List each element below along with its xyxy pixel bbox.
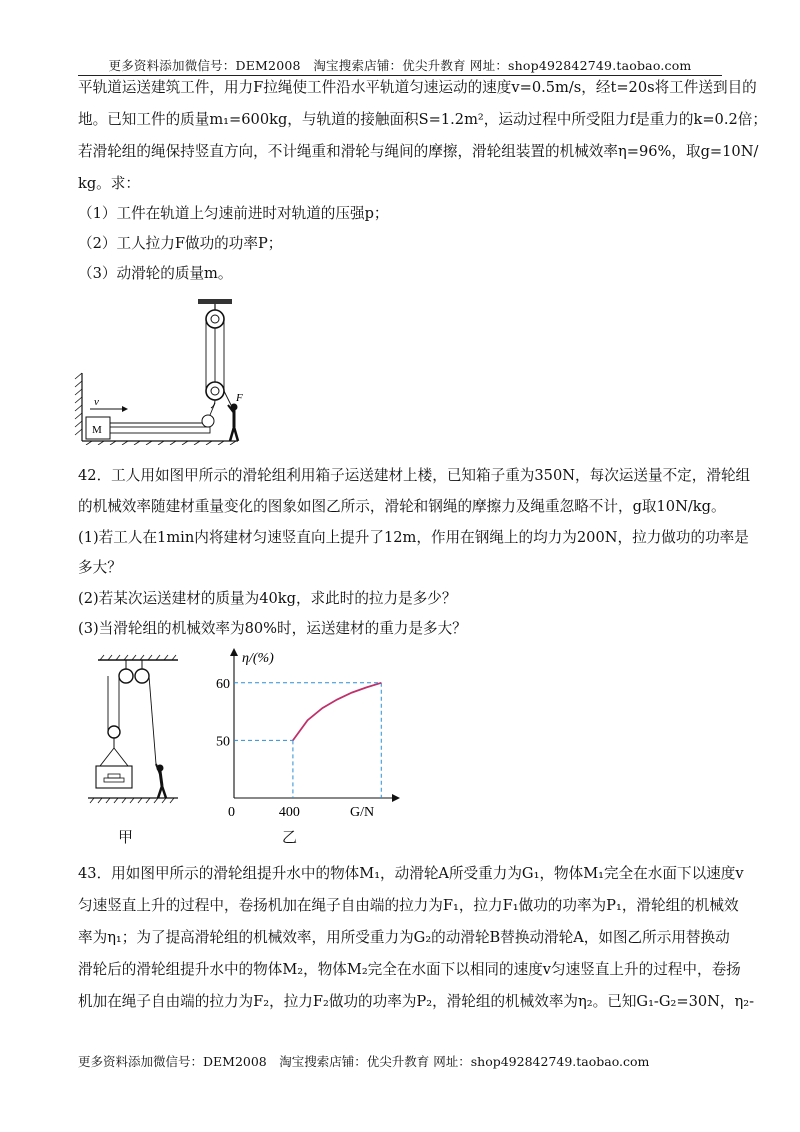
- force-label: F: [236, 392, 243, 404]
- q41-line-1: 平轨道运送建筑工件，用力F拉绳使工件沿水平轨道匀速运动的速度v=0.5m/s，经t=20s将工件送到目的: [78, 79, 757, 96]
- q43-line-1: 43．用如图甲所示的滑轮组提升水中的物体M₁，动滑轮A所受重力为G₁，物体M₁完全在水面下以速度v: [78, 865, 744, 882]
- q42-line-1: 42．工人用如图甲所示的滑轮组利用箱子运送建材上楼，已知箱子重为350N，每次运送量不定，滑轮组: [78, 467, 751, 484]
- q42-sub-1-cont: 多大？: [78, 559, 122, 576]
- q41-sub-1: （1）工件在轨道上匀速前进时对轨道的压强p；: [78, 205, 389, 222]
- q41-pulley-figure: [70, 295, 260, 445]
- x-tick-label-0: 0: [228, 805, 235, 820]
- y-tick-label-50: 50: [216, 734, 230, 750]
- page-header: 更多资料添加微信号：DEM2008 淘宝搜索店铺：优尖升教育 网址：shop492842749.taobao.com: [108, 58, 692, 73]
- q43-line-5: 机加在绳子自由端的拉力为F₂，拉力F₂做功的功率为P₂，滑轮组的机械效率为η₂。已知G₁-G₂=30N，η₂-: [78, 993, 755, 1010]
- velocity-label: v: [94, 396, 99, 408]
- q43-line-3: 率为η₁；为了提高滑轮组的机械效率，用所受重力为G₂的动滑轮B替换动滑轮A，如图乙所示用替换动: [78, 929, 730, 946]
- block-label: M: [92, 424, 102, 436]
- header-rule: [78, 75, 722, 76]
- q43-line-4: 滑轮后的滑轮组提升水中的物体M₂，物体M₂完全在水面下以相同的速度v匀速竖直上升的过程中，卷扬: [78, 961, 741, 978]
- y-tick-label-60: 60: [216, 676, 230, 692]
- efficiency-curve: [293, 683, 381, 741]
- q43-line-2: 匀速竖直上升的过程中，卷扬机加在绳子自由端的拉力为F₁，拉力F₁做功的功率为P₁，滑轮组的机械效: [78, 897, 739, 914]
- page-footer: 更多资料添加微信号：DEM2008 淘宝搜索店铺：优尖升教育 网址：shop492842749.taobao.com: [78, 1054, 650, 1069]
- q42-sub-3: (3)当滑轮组的机械效率为80%时，运送建材的重力是多大？: [78, 620, 467, 637]
- q41-line-2: 地。已知工件的质量m₁=600kg，与轨道的接触面积S=1.2m²，运动过程中所受阻力f是重力的k=0.2倍；: [78, 111, 767, 128]
- caption-yi: 乙: [282, 828, 298, 846]
- q41-line-4: kg。求：: [78, 175, 140, 192]
- q41-sub-3: （3）动滑轮的质量m。: [78, 265, 233, 282]
- y-axis-arrow: [230, 648, 238, 656]
- caption-jia: 甲: [118, 828, 134, 846]
- x-axis-label: G/N: [350, 805, 375, 820]
- x-tick-label-400: 400: [278, 805, 300, 820]
- q42-figure-jia: [78, 652, 188, 812]
- y-axis-label: η/(%): [242, 651, 274, 666]
- q42-sub-2: (2)若某次运送建材的质量为40kg，求此时的拉力是多少？: [78, 590, 457, 607]
- q41-line-3: 若滑轮组的绳保持竖直方向，不计绳重和滑轮与绳间的摩擦，滑轮组装置的机械效率η=96%，取g=10N/: [78, 143, 759, 160]
- q42-sub-1: (1)若工人在1min内将建材匀速竖直向上提升了12m，作用在钢绳上的均力为200N，拉力做功的功率是: [78, 529, 749, 546]
- x-axis-arrow: [392, 794, 400, 802]
- q42-line-2: 的机械效率随建材重量变化的图象如图乙所示，滑轮和钢绳的摩擦力及绳重忽略不计，g取10N/kg。: [78, 498, 726, 515]
- q42-efficiency-chart: [200, 648, 400, 820]
- q41-sub-2: （2）工人拉力F做功的功率P；: [78, 235, 283, 252]
